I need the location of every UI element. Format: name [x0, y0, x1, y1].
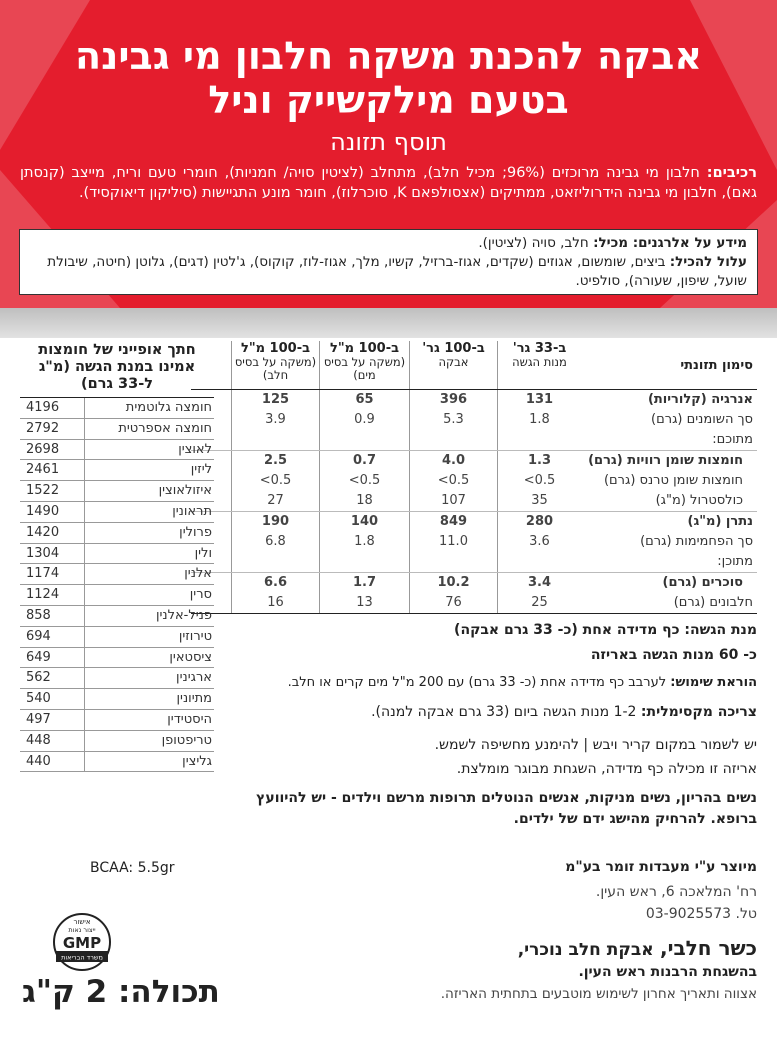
- package-text: אריזה זו מכילה כף מדידה, השגחת מבוגר מומלצת.: [456, 761, 757, 777]
- nutrition-row: [191, 410, 757, 430]
- amino-title: חתך אופייני של חומצות אמינו במנת הגשה (מ"ג ל-33 גרם): [20, 342, 214, 398]
- nutrition-value: 13: [319, 593, 409, 613]
- nutrition-value: 35: [497, 491, 581, 511]
- nutrition-label: סך הפחמימות (גרם): [640, 534, 753, 549]
- amino-value: 440: [26, 753, 51, 769]
- nutrition-value: 6.6: [231, 573, 319, 593]
- nutrition-value: 2.5: [231, 451, 319, 471]
- amino-acid-table: [20, 342, 214, 772]
- nutrition-value: 1.3: [497, 451, 581, 471]
- amino-value: 1304: [26, 545, 60, 561]
- nutrition-header: [191, 341, 757, 390]
- amino-row: [20, 502, 214, 523]
- amino-name: טירוזין: [84, 627, 214, 647]
- nutrition-value: 125: [231, 390, 319, 410]
- svg-text:אישור: אישור: [73, 918, 91, 926]
- bcaa-value: BCAA: 5.5gr: [90, 860, 175, 876]
- amino-row: [20, 398, 214, 419]
- nutrition-value: 1.8: [497, 410, 581, 430]
- nutrition-value: [497, 552, 581, 572]
- amino-row: [20, 419, 214, 440]
- nutrition-value: 280: [497, 512, 581, 532]
- amino-name: תראונין: [84, 502, 214, 522]
- amino-name: היסטידין: [84, 710, 214, 730]
- nutrition-value: 107: [409, 491, 497, 511]
- amino-row: [20, 523, 214, 544]
- nutrition-value: [319, 552, 409, 572]
- nutrition-value: [231, 430, 319, 450]
- storage-text: יש לשמור במקום קריר ויבש | להימנע מחשיפה לשמש.: [434, 737, 757, 753]
- nutrition-row: [191, 511, 757, 532]
- amino-value: 858: [26, 607, 51, 623]
- servings-count: כ- 60 מנות הגשה באריזה: [590, 647, 757, 663]
- nutrition-value: 16: [231, 593, 319, 613]
- amino-value: 1124: [26, 587, 60, 603]
- nutrition-body: [191, 390, 757, 614]
- nutrition-row: [191, 430, 757, 450]
- amino-row: [20, 460, 214, 481]
- kosher-block: [277, 936, 757, 1006]
- nutrition-row: [191, 572, 757, 593]
- product-title: אבקה להכנת משקה חלבון מי גבינה בטעם מילקשייק וניל: [75, 34, 702, 122]
- nutrition-value: 190: [231, 512, 319, 532]
- svg-text:GMP: GMP: [62, 934, 102, 952]
- nutrition-value: [497, 430, 581, 450]
- nutrition-value: 396: [409, 390, 497, 410]
- nutrition-row: [191, 390, 757, 410]
- nutrition-value: 0.5>: [497, 471, 581, 491]
- amino-value: 1490: [26, 503, 60, 519]
- product-subtitle: תוסף תזונה: [330, 128, 447, 156]
- amino-name: חומצה גלוטמית: [84, 398, 214, 418]
- nutrition-value: 140: [319, 512, 409, 532]
- kosher-bold: כשר חלבי,: [659, 936, 757, 960]
- nutrition-row: [191, 491, 757, 511]
- nutrition-value: 5.3: [409, 410, 497, 430]
- amino-value: 497: [26, 711, 51, 727]
- amino-name: חומצה אספרטית: [84, 419, 214, 439]
- amino-value: 649: [26, 649, 51, 665]
- nutrition-label: נתרן (מ"ג): [687, 514, 753, 529]
- amino-name: ולין: [84, 544, 214, 564]
- nutrition-value: 0.5>: [231, 471, 319, 491]
- svg-text:משרד הבריאות: משרד הבריאות: [61, 953, 103, 962]
- amino-row: [20, 710, 214, 731]
- usage-instructions: הוראת שימוש: לערבב כף מדידה אחת (כ- 33 גרם) עם 200 מ"ל מים קרים או חלב.: [287, 675, 757, 690]
- nutrition-label: סך השומנים (גרם): [651, 412, 753, 427]
- amino-row: [20, 544, 214, 565]
- amino-row: [20, 648, 214, 669]
- nutrition-value: 27: [231, 491, 319, 511]
- nutrition-label: כולסטרול (מ"ג): [655, 493, 743, 508]
- nutrition-header-water: ב-100 מ"ל (משקה על בסיס מים): [319, 341, 409, 389]
- nutrition-label: חומצות שומן טרנס (גרם): [603, 473, 743, 488]
- nutrition-value: 0.7: [319, 451, 409, 471]
- amino-row: [20, 564, 214, 585]
- nutrition-header-100g: ב-100 גר' אבקה: [409, 341, 497, 389]
- amino-name: טריפטופן: [84, 731, 214, 751]
- nutrition-value: 131: [497, 390, 581, 410]
- amino-name: פרולין: [84, 523, 214, 543]
- nutrition-value: 849: [409, 512, 497, 532]
- nutrition-row: [191, 450, 757, 471]
- amino-value: 1420: [26, 524, 60, 540]
- amino-row: [20, 440, 214, 461]
- nutrition-value: 0.5>: [319, 471, 409, 491]
- nutrition-value: 1.7: [319, 573, 409, 593]
- amino-name: לאוצין: [84, 440, 214, 460]
- amino-name: מתיונין: [84, 689, 214, 709]
- nutrition-label: מתוכם:: [712, 432, 753, 447]
- nutrition-value: 4.0: [409, 451, 497, 471]
- nutrition-row: [191, 593, 757, 614]
- nutrition-header-label: סימון תזונתי: [680, 357, 753, 373]
- svg-text:ייצור נאות: ייצור נאות: [68, 926, 96, 934]
- amino-row: [20, 606, 214, 627]
- nutrition-value: 3.4: [497, 573, 581, 593]
- ingredients-text: רכיבים: חלבון מי גבינה מרוכזים (96%; מכיל חלב), מתחלב (לציטין סויה/ חמניות), חומרי טעם וריח, מייצב (קנסתן גאם), חלבון מי גבינה הידרוליזאט, ממתיקים (אצסולפאם K, סוכרלוז), חומר מונע התגיישות (סיליקון דיאוקסיד).: [20, 165, 757, 201]
- nutrition-value: 10.2: [409, 573, 497, 593]
- nutrition-value: [231, 552, 319, 572]
- nutrition-label: חומצות שומן רוויות (גרם): [588, 453, 743, 468]
- nutrition-value: 11.0: [409, 532, 497, 552]
- amino-row: [20, 585, 214, 606]
- amino-value: 540: [26, 691, 51, 707]
- nutrition-value: 65: [319, 390, 409, 410]
- amino-value: 2461: [26, 462, 60, 478]
- nutrition-label: חלבונים (גרם): [673, 595, 753, 610]
- amino-value: 694: [26, 628, 51, 644]
- amino-value: 448: [26, 732, 51, 748]
- amino-name: סרין: [84, 585, 214, 605]
- amino-row: [20, 668, 214, 689]
- amino-value: 562: [26, 670, 51, 686]
- amino-name: גליצין: [84, 752, 214, 772]
- amino-row: [20, 481, 214, 502]
- amino-value: 1522: [26, 483, 60, 499]
- nutrition-row: [191, 552, 757, 572]
- nutrition-table: [191, 341, 757, 614]
- nutrition-row: [191, 532, 757, 552]
- nutrition-label: סוכרים (גרם): [662, 575, 743, 590]
- serving-size: מנת הגשה: כף מדידה אחת (כ- 33 גרם אבקה): [454, 622, 757, 638]
- kosher-supervision: בהשגחת הרבנות ראש העין.: [578, 964, 757, 980]
- max-consumption: צריכה מקסימלית: 1-2 מנות הגשה ביום (33 גרם אבקה למנה).: [371, 704, 757, 720]
- nutrition-label: מתוכן:: [717, 554, 753, 569]
- nutrition-value: 18: [319, 491, 409, 511]
- amino-name: ארגינין: [84, 668, 214, 688]
- amino-row: [20, 731, 214, 752]
- nutrition-label: אנרגיה (קלוריות): [647, 392, 753, 407]
- nutrition-value: 76: [409, 593, 497, 613]
- amino-row: [20, 627, 214, 648]
- volume-label: תכולה: 2 ק"ג: [22, 974, 220, 1010]
- nutrition-header-milk: ב-100 מ"ל (משקה על בסיס חלב): [231, 341, 319, 389]
- warning-text: נשים בהריון, נשים מניקות, אנשים הנוטלים תרופות מרשם וילדים - יש להיוועץ ברופא. להרחיק מהישג ידם של ילדים.: [256, 790, 757, 827]
- amino-body: [20, 398, 214, 772]
- nutrition-value: 1.8: [319, 532, 409, 552]
- header-banner: [0, 0, 777, 308]
- address: רח' המלאכה 6, ראש העין.: [595, 884, 757, 900]
- nutrition-header-33g: ב-33 גר' מנות הגשה: [497, 341, 581, 389]
- nutrition-value: 6.8: [231, 532, 319, 552]
- kosher-rest: אבקת חלב נוכרי,: [517, 940, 654, 960]
- amino-row: [20, 689, 214, 710]
- nutrition-value: [409, 552, 497, 572]
- amino-name: איזולאוצין: [84, 481, 214, 501]
- expiry-text: אצווה ותאריך אחרון לשימוש מוטבעים בתחתית האריזה.: [440, 986, 757, 1002]
- amino-name: פניל-אלנין: [84, 606, 214, 626]
- nutrition-value: [319, 430, 409, 450]
- nutrition-row: [191, 471, 757, 491]
- amino-name: ליזין: [84, 460, 214, 480]
- amino-name: ציסטאין: [84, 648, 214, 668]
- amino-row: [20, 752, 214, 773]
- phone: טל. 03-9025573: [645, 906, 757, 922]
- nutrition-value: 25: [497, 593, 581, 613]
- amino-value: 4196: [26, 400, 60, 415]
- amino-value: 1174: [26, 566, 60, 582]
- divider-band: [0, 308, 777, 338]
- nutrition-value: 3.6: [497, 532, 581, 552]
- nutrition-value: 3.9: [231, 410, 319, 430]
- amino-name: אלנין: [84, 564, 214, 584]
- amino-value: 2792: [26, 420, 60, 436]
- nutrition-value: 0.9: [319, 410, 409, 430]
- nutrition-value: 0.5>: [409, 471, 497, 491]
- nutrition-value: [409, 430, 497, 450]
- allergen-box: מידע על אלרגנים: מכיל: חלב, סויה (לציטין). עלול להכיל: ביצים, שומשום, אגוזים (שקדים, אגוז-ברזיל, קשיו, מלך, אגוז-לוז, קוקוס), ג'לטין (דגים), גלוטן (חיטה, שיבולת שועל, שיפון, שעורה), סולפיט.: [19, 229, 758, 295]
- gmp-logo: [52, 912, 112, 972]
- manufacturer: מיוצר ע"י מעבדות זומר בע"מ: [565, 859, 757, 875]
- amino-value: 2698: [26, 441, 60, 457]
